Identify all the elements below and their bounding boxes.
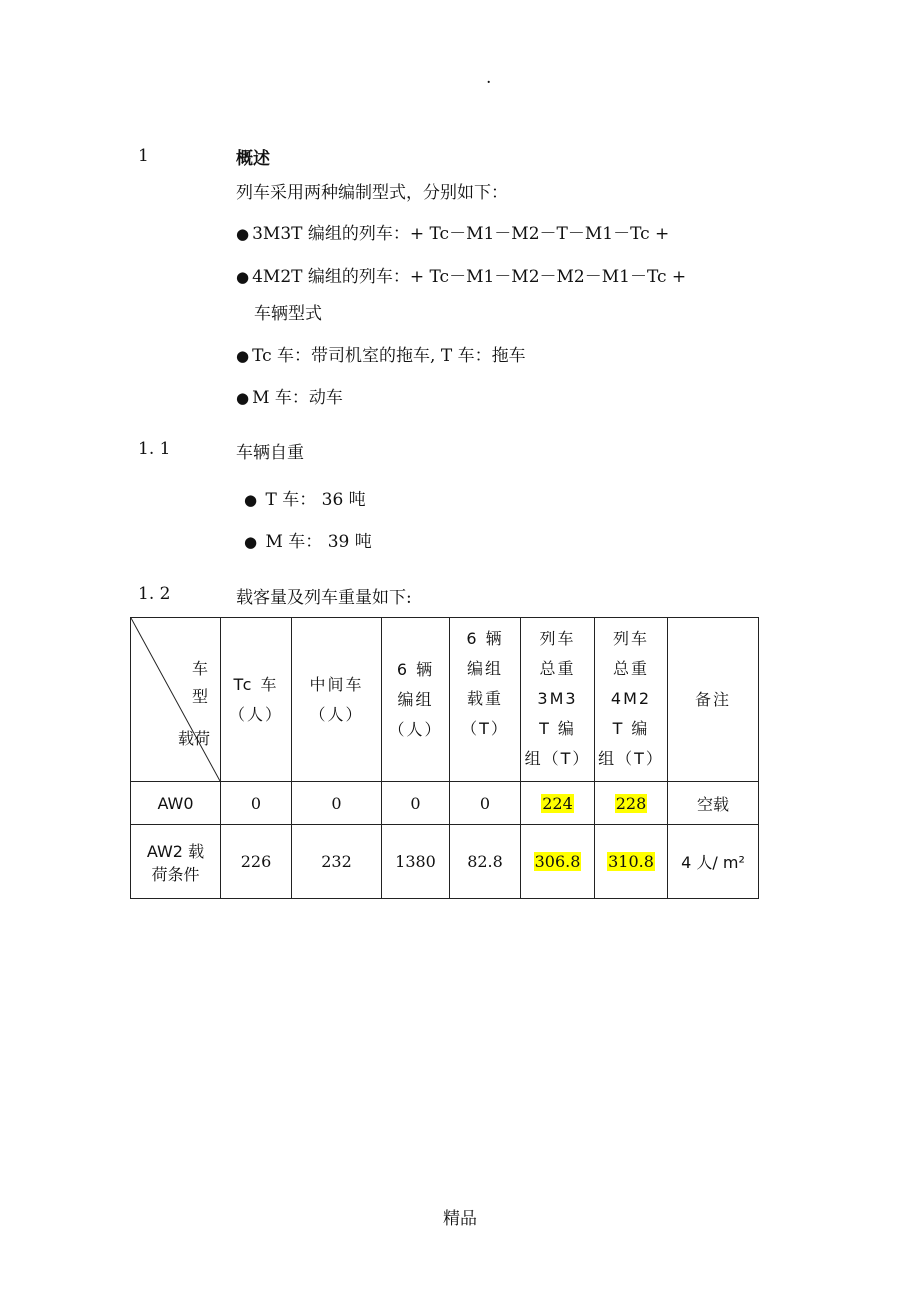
header-six-group xyxy=(382,618,450,782)
header-six-load-line4: （T） xyxy=(461,719,509,738)
header-six-load xyxy=(450,618,521,782)
section-1-1-title: 车辆自重 xyxy=(236,443,304,463)
cell-total-3m3t xyxy=(521,825,595,899)
bullet-icon: ● xyxy=(244,533,258,551)
cell-six-group: 0 xyxy=(382,782,450,825)
header-six-load-line3: 载重 xyxy=(466,689,503,708)
corner-cell xyxy=(131,618,221,782)
section-1-title: 概述 xyxy=(236,149,270,169)
table-row xyxy=(131,825,759,899)
row-label-line2: 荷条件 xyxy=(151,864,200,884)
page-footer: 精品 xyxy=(443,1209,477,1229)
header-mid-line1: 中间车 xyxy=(309,674,364,694)
header-3m3t-line2: 总重 xyxy=(539,659,576,678)
header-4m2t-line3: 4M2 xyxy=(610,689,652,708)
corner-bottom: 载荷 xyxy=(177,729,210,748)
cell-six-load: 82.8 xyxy=(450,825,521,899)
header-tc-line2: （人） xyxy=(228,704,283,724)
table-row xyxy=(131,782,759,825)
header-total-3m3t xyxy=(521,618,595,782)
self-weight-t-text: T 车： 36 吨 xyxy=(265,490,366,510)
cell-note: 4 人/ m² xyxy=(668,825,759,899)
header-six-group-line2: 编组 xyxy=(397,689,434,709)
header-six-group-line3: （人） xyxy=(388,719,443,739)
header-six-group-line1: 6 辆 xyxy=(396,659,435,679)
cell-total-4m2t xyxy=(595,782,668,825)
bullet-icon: ● xyxy=(236,268,250,286)
bullet-icon: ● xyxy=(236,347,250,365)
vehicle-type-tc-text: Tc 车：带司机室的拖车, T 车：拖车 xyxy=(252,346,526,366)
formation-3m3t-text: 3M3T 编组的列车：+ Tc－M1－M2－T－M1－Tc + xyxy=(252,224,670,244)
highlight-value: 228 xyxy=(615,793,647,813)
self-weight-m xyxy=(244,527,372,552)
formation-3m3t xyxy=(236,219,669,244)
cell-tc: 0 xyxy=(221,782,292,825)
header-4m2t-line2: 总重 xyxy=(612,659,649,678)
header-4m2t-line4: T 编 xyxy=(612,719,650,738)
row-label: AW0 xyxy=(131,782,221,825)
header-total-4m2t xyxy=(595,618,668,782)
section-1-2-title: 载客量及列车重量如下: xyxy=(236,588,412,608)
formation-4m2t-text: 4M2T 编组的列车：+ Tc－M1－M2－M2－M1－Tc + xyxy=(252,267,687,287)
highlight-value: 224 xyxy=(542,793,573,813)
bullet-icon: ● xyxy=(236,389,250,407)
vehicle-types-heading: 车辆型式 xyxy=(254,304,322,324)
header-3m3t-line5: 组（T） xyxy=(524,749,591,768)
formation-4m2t xyxy=(236,262,686,287)
cell-total-4m2t xyxy=(595,825,668,899)
section-1-number: 1 xyxy=(138,146,149,166)
vehicle-type-m-text: M 车：动车 xyxy=(252,388,343,408)
header-3m3t-line1: 列车 xyxy=(539,629,576,648)
header-tc-line1: Tc 车 xyxy=(233,674,279,694)
bullet-icon: ● xyxy=(236,225,250,243)
header-4m2t-line5: 组（T） xyxy=(598,749,664,768)
header-tc xyxy=(221,618,292,782)
header-note: 备注 xyxy=(668,618,759,782)
load-table xyxy=(130,617,759,899)
row-label xyxy=(131,825,221,899)
header-six-load-line1: 6 辆 xyxy=(466,629,504,648)
page-marker: . xyxy=(486,68,492,88)
bullet-icon: ● xyxy=(244,491,258,509)
highlight-value: 306.8 xyxy=(534,852,581,871)
cell-six-group: 1380 xyxy=(382,825,450,899)
header-mid xyxy=(292,618,382,782)
table-header-row xyxy=(131,618,759,782)
vehicle-type-tc xyxy=(236,341,526,366)
cell-note: 空载 xyxy=(668,782,759,825)
self-weight-m-text: M 车： 39 吨 xyxy=(265,532,372,552)
vehicle-type-m xyxy=(236,383,343,408)
section-1-1-number: 1. 1 xyxy=(138,439,171,459)
highlight-value: 310.8 xyxy=(608,852,654,871)
cell-mid: 0 xyxy=(292,782,382,825)
header-six-load-line2: 编组 xyxy=(466,659,503,678)
cell-total-3m3t xyxy=(521,782,595,825)
header-mid-line2: （人） xyxy=(309,704,364,724)
self-weight-t xyxy=(244,485,366,510)
cell-mid: 232 xyxy=(292,825,382,899)
cell-six-load: 0 xyxy=(450,782,521,825)
header-3m3t-line4: T 编 xyxy=(539,719,576,738)
header-3m3t-line3: 3M3 xyxy=(537,689,578,708)
cell-tc: 226 xyxy=(221,825,292,899)
section-1-intro: 列车采用两种编制型式，分别如下： xyxy=(236,183,508,203)
row-label-line1: AW2 载 xyxy=(146,841,205,861)
corner-top1: 车 xyxy=(191,659,208,678)
corner-top2: 型 xyxy=(191,687,208,706)
section-1-2-number: 1. 2 xyxy=(138,584,171,604)
header-4m2t-line1: 列车 xyxy=(612,629,649,648)
